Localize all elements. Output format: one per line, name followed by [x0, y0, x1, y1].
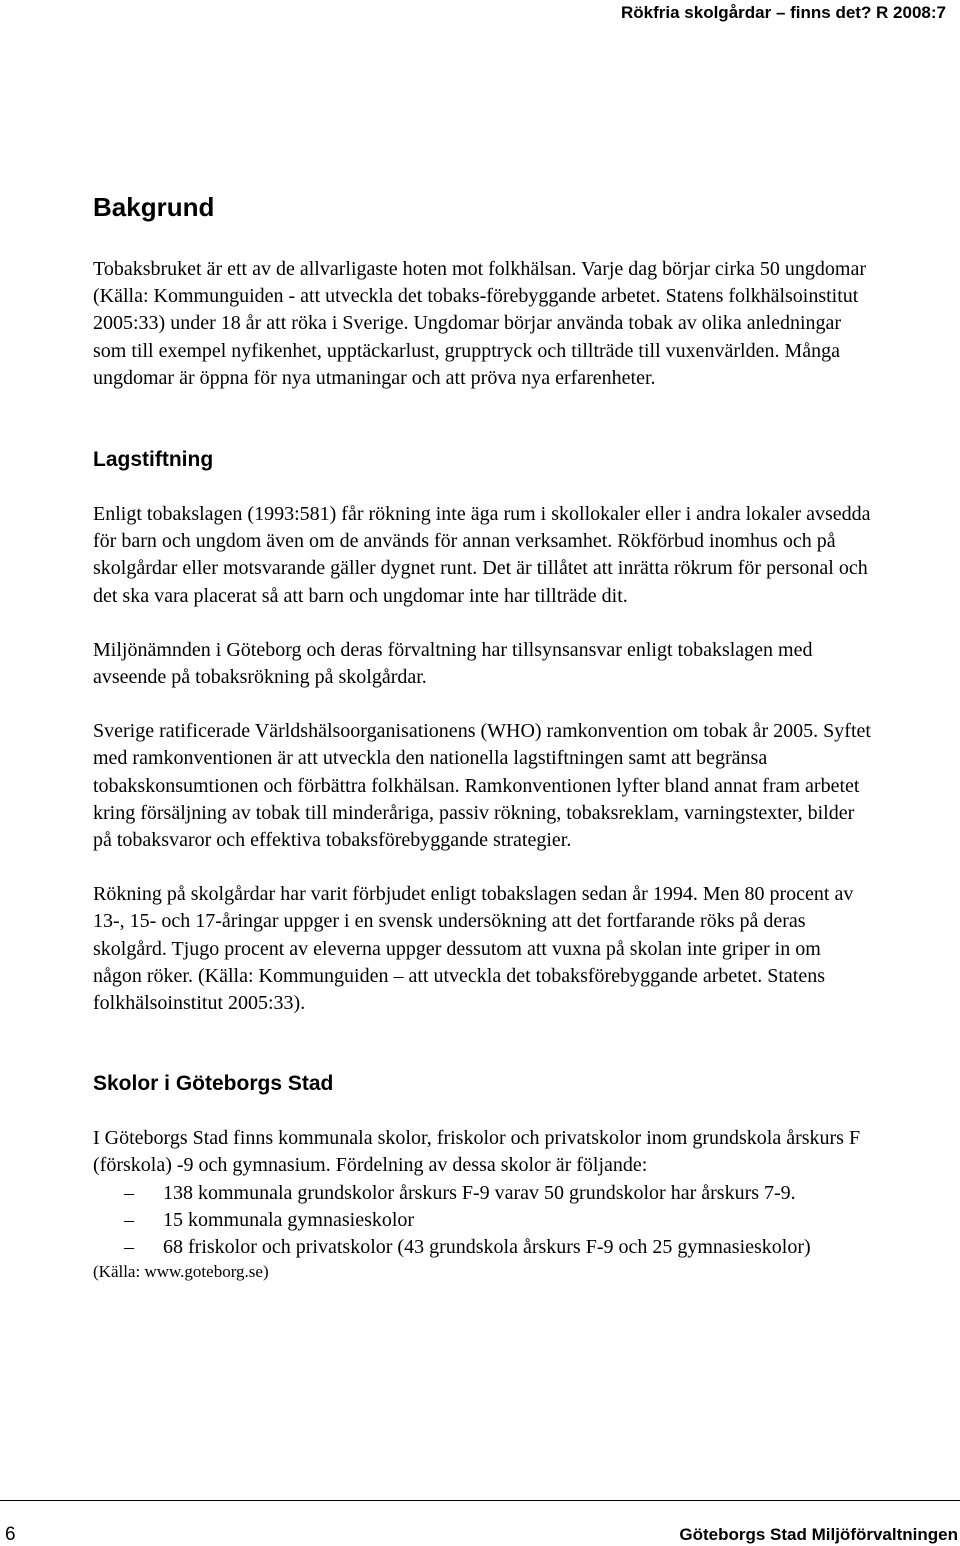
list-item [93, 1234, 873, 1261]
section-skolor [93, 1070, 873, 1283]
section-heading-bakgrund: Bakgrund [93, 192, 215, 222]
source-note: (Källa: www.goteborg.se) [93, 1262, 269, 1282]
paragraph: Tobaksbruket är ett av de allvarligaste hoten mot folkhälsan. Varje dag börjar cirka 50 ungdomar (Källa: Kommunguiden - att utveckla det tobaks-förebyggande arbetet. Statens folkhälsoinstitut 2005:33) under 18 år att röka i Sverige. Ungdomar börjar använda tobak av olika anledningar som till exempel nyfikenhet, upptäckarlust, grupptryck och tillträde till vuxenvärlden. Många ungdomar är öppna för nya utmaningar och att pröva nya erfarenheter. [93, 258, 866, 389]
paragraph: I Göteborgs Stad finns kommunala skolor, friskolor och privatskolor inom grundskola årskurs F (förskola) -9 och gymnasium. Fördelning av dessa skolor är följande: [93, 1127, 861, 1177]
paragraph: Miljönämnden i Göteborg och deras förvaltning har tillsynsansvar enligt tobakslagen med avseende på tobaksrökning på skolgårdar. [93, 638, 813, 689]
section-heading-lagstiftning: Lagstiftning [93, 448, 214, 472]
dash-bullet-icon: – [124, 1236, 134, 1259]
list-item [93, 1207, 873, 1234]
school-distribution-list [93, 1180, 873, 1262]
list-item-text: 15 kommunala gymnasieskolor [163, 1208, 415, 1231]
list-item [93, 1180, 873, 1207]
section-bakgrund [93, 191, 873, 392]
section-lagstiftning [93, 446, 873, 1017]
footer-organization: Göteborgs Stad Miljöförvaltningen [679, 1525, 958, 1544]
paragraph: Enligt tobakslagen (1993:581) får rökning inte äga rum i skollokaler eller i andra lokaler avsedda för barn och ungdom även om de används för annan verksamhet. Rökförbud inomhus och på skolgårdar eller motsvarande gäller dygnet runt. Det är tillåtet att inrätta rökrum för personal och det ska vara placerat så att barn och ungdomar inte har tillträde dit. [93, 503, 871, 607]
list-item-text: 138 kommunala grundskolor årskurs F-9 varav 50 grundskolor har årskurs 7-9. [163, 1181, 796, 1204]
paragraph: Rökning på skolgårdar har varit förbjudet enligt tobakslagen sedan år 1994. Men 80 procent av 13-, 15- och 17-åringar uppger i en svensk undersökning att det fortfarande röks på deras skolgård. Tjugo procent av eleverna uppger dessutom att vuxna på skolan inte griper in om någon röker. (Källa: Kommunguiden – att utveckla det tobaksförebyggande arbetet. Statens folkhälsoinstitut 2005:33). [93, 883, 854, 1015]
list-item-text: 68 friskolor och privatskolor (43 grundskola årskurs F-9 och 25 gymnasieskolor) [163, 1236, 811, 1259]
dash-bullet-icon: – [124, 1208, 134, 1231]
running-header: Rökfria skolgårdar – finns det? R 2008:7 [621, 3, 946, 22]
paragraph: Sverige ratificerade Världshälsoorganisationens (WHO) ramkonvention om tobak år 2005. Syftet med ramkonventionen är att utveckla den nationella lagstiftningen samt att begränsa tobakskonsumtionen och förbättra folkhälsan. Ramkonventionen lyfter bland annat fram arbetet kring försäljning av tobak till minderåriga, passiv rökning, tobaksreklam, varningstexter, bilder på tobaksvaror och effektiva tobaksförebyggande strategier. [93, 720, 871, 852]
footer-divider [0, 1500, 960, 1501]
dash-bullet-icon: – [124, 1181, 134, 1204]
page-content [93, 191, 873, 1283]
page-number: 6 [5, 1524, 16, 1545]
section-heading-skolor: Skolor i Göteborgs Stad [93, 1072, 334, 1096]
